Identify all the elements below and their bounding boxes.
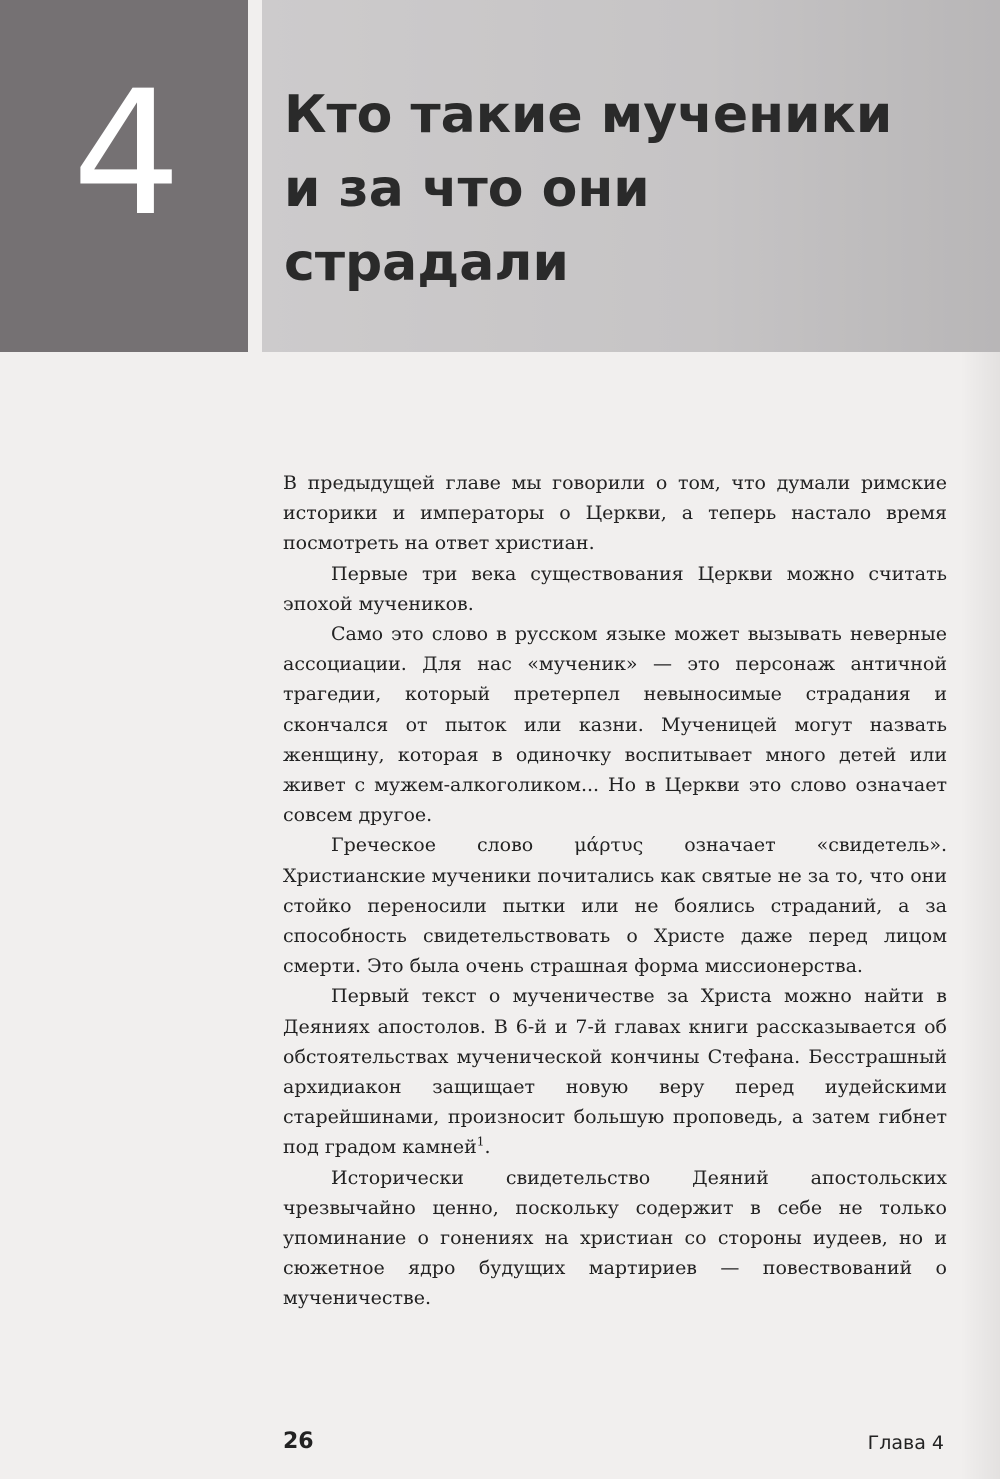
- running-head: Глава 4: [867, 1432, 944, 1454]
- paragraph-1: В предыдущей главе мы говорили о том, что думали римские историки и императоры о Церкви, а теперь настало время посмотреть на ответ христиан.: [283, 472, 947, 555]
- chapter-number: 4: [72, 53, 182, 254]
- paragraph-6: Исторически свидетельство Деяний апостольских чрезвычайно ценно, поскольку содержит в себе не только упоминание о гонениях на христиан со стороны иудеев, но и сюжетное ядро будущих мартириев — повествований о мученичестве.: [283, 1166, 947, 1310]
- chapter-title-line-3: страдали: [284, 233, 569, 293]
- body-text: [283, 468, 947, 1314]
- paragraph-3: Само это слово в русском языке может вызывать неверные ассоциации. Для нас «мученик» — это персонаж античной трагедии, который претерпел невыносимые страдания и скончался от пыток или казни. Мученицей могут назвать женщину, которая в одиночку воспитывает много детей или живет с мужем-алкоголиком... Но в Церкви это слово означает совсем другое.: [283, 623, 947, 827]
- chapter-title-line-1: Кто такие мученики: [284, 85, 893, 145]
- paragraph-5: [283, 981, 947, 1162]
- page-number: 26: [283, 1429, 314, 1454]
- footnote-marker[interactable]: 1: [476, 1135, 485, 1150]
- paragraph-4: Греческое слово μάρτυς означает «свидетель». Христианские мученики почитались как святые не за то, что они стойко переносили пытки или не боялись страданий, а за способность свидетельствовать о Христе даже перед лицом смерти. Это была очень страшная форма миссионерства.: [283, 834, 947, 978]
- chapter-title: [284, 78, 964, 300]
- chapter-title-line-2: и за что они: [284, 159, 650, 219]
- paragraph-5-end: .: [484, 1136, 491, 1159]
- paragraph-2: Первые три века существования Церкви можно считать эпохой мучеников.: [283, 562, 947, 615]
- paragraph-5-text: Первый текст о мученичестве за Христа можно найти в Деяниях апостолов. В 6-й и 7-й главах книги рассказывается об обстоятельствах мученической кончины Стефана. Бесстрашный архидиакон защищает новую веру перед иудейскими старейшинами, произносит большую проповедь, а затем гибнет под градом камней: [283, 985, 947, 1159]
